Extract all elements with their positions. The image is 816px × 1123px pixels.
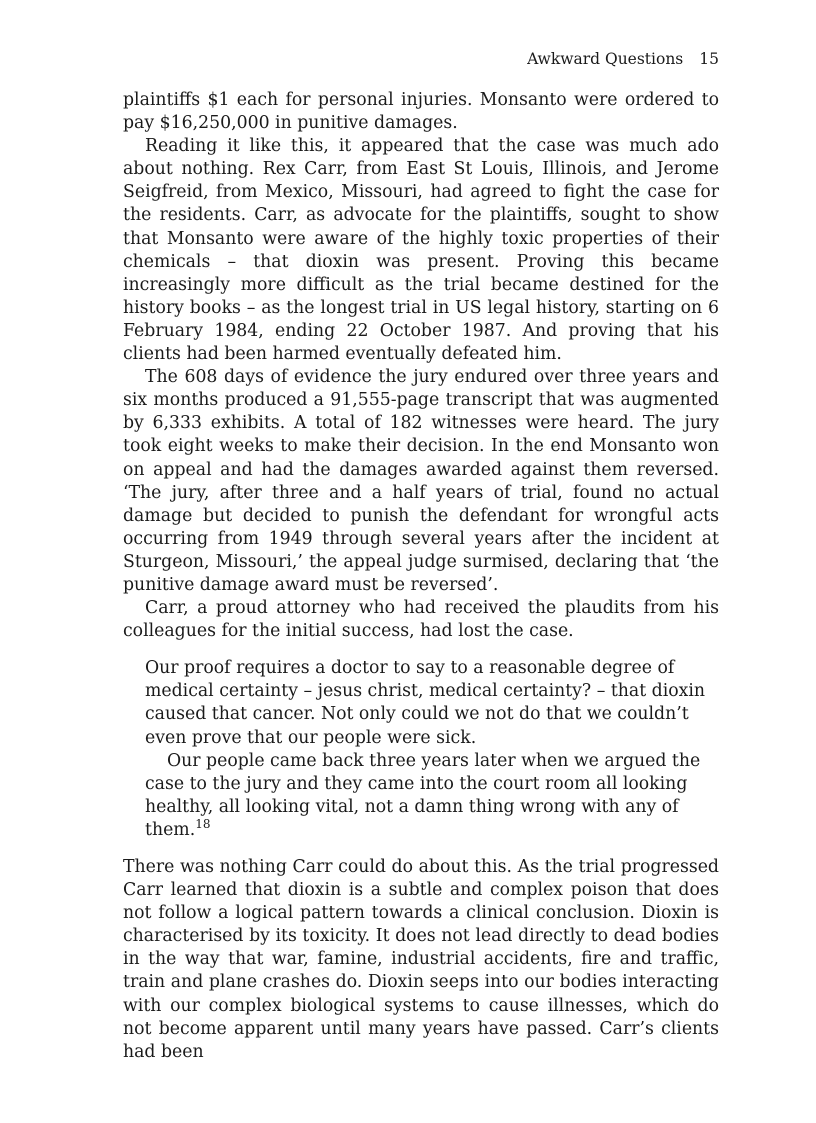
quote-paragraph-came-back	[145, 750, 719, 842]
paragraph-continuation: plaintiffs $1 each for personal injuries. Monsanto were ordered to pay $16,250,000 in punitive damages.	[123, 90, 719, 134]
block-quote	[145, 657, 719, 842]
paragraph-lost-case: Carr, a proud attorney who had received the plaudits from his colleagues for the initial success, had lost the case.	[123, 598, 719, 642]
paragraph-nothing-carr-could-do: There was nothing Carr could do about this. As the trial progressed Carr learned that dioxin is a subtle and complex poison that does not follow a logical pattern towards a clinical conclusion. Dioxin is characterised by its toxicity. It does not lead directly to dead bodies in the way that war, famine, industrial accidents, fire and traffic, train and plane crashes do. Dioxin seeps into our bodies interacting with our complex biological systems to cause illnesses, which do not become apparent until many years have passed. Carr’s clients had been	[123, 857, 719, 1062]
body-text	[123, 89, 719, 1064]
quote-paragraph-proof: Our proof requires a doctor to say to a reasonable degree of medical certainty – jesus christ, medical certainty? – that dioxin caused that cancer. Not only could we not do that we couldn’t even prove that our people were sick.	[145, 658, 706, 748]
paragraph-evidence: The 608 days of evidence the jury endured over three years and six months produced a 91,555-page transcript that was augmented by 6,333 exhibits. A total of 182 witnesses were heard. The jury took eight weeks to make their decision. In the end Monsanto won on appeal and had the damages awarded against them reversed. ‘The jury, after three and a half years of trial, found no actual damage but decided to punish the defendant for wrongful acts occurring from 1949 through several years after the incident at Sturgeon, Missouri,’ the appeal judge surmised, declaring that ‘the punitive damage award must be reversed’.	[123, 367, 719, 595]
paragraph-much-ado: Reading it like this, it appeared that the case was much ado about nothing. Rex Carr, from East St Louis, Illinois, and Jerome Seigfreid, from Mexico, Missouri, had agreed to fight the case for the residents. Carr, as advocate for the plaintiffs, sought to show that Monsanto were aware of the highly toxic properties of their chemicals – that dioxin was present. Proving this became increasingly more difficult as the trial became destined for the history books – as the longest trial in US legal history, starting on 6 February 1984, ending 22 October 1987. And proving that his clients had been harmed eventually defeated him.	[123, 136, 719, 365]
quote-paragraph-came-back-text: Our people came back three years later when we argued the case to the jury and they came into the court room all looking healthy, all looking vital, not a damn thing wrong with any of them.	[145, 750, 701, 840]
page-number: 15	[699, 50, 719, 68]
running-head	[527, 48, 719, 70]
running-head-title: Awkward Questions	[527, 50, 684, 68]
footnote-reference[interactable]: 18	[195, 817, 211, 832]
